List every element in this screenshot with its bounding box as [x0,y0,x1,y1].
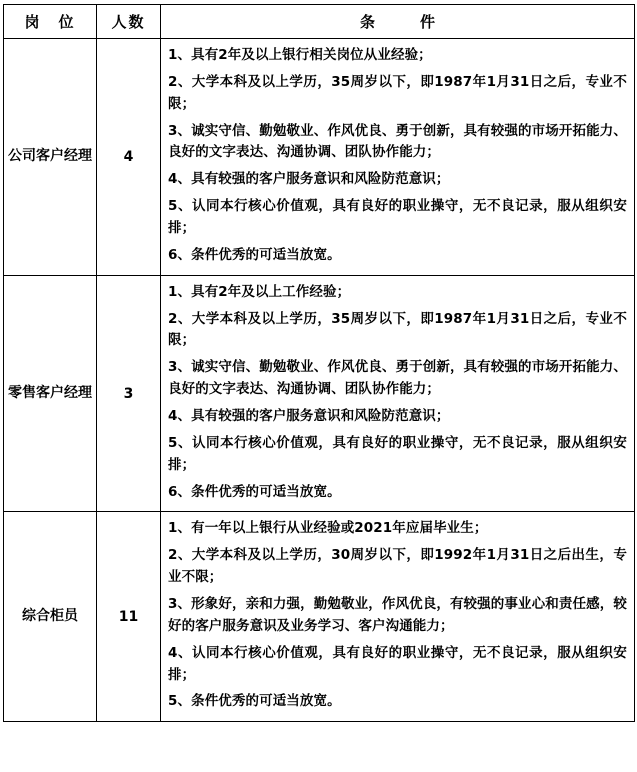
cell-post: 综合柜员 [4,512,97,722]
cell-count: 11 [97,512,161,722]
column-header-conditions: 条 件 [161,5,635,39]
condition-item: 1、具有2年及以上银行相关岗位从业经验； [168,47,432,63]
table-body [4,39,635,722]
cell-count: 3 [97,275,161,512]
condition-item: 3、诚实守信、勤勉敬业、作风优良、勇于创新，具有较强的市场开拓能力、良好的文字表达、沟通协调、团队协作能力； [168,122,627,161]
condition-item: 4、认同本行核心价值观，具有良好的职业操守，无不良记录，服从组织安排； [168,644,627,683]
condition-item: 5、条件优秀的可适当放宽。 [168,693,341,710]
condition-item: 6、条件优秀的可适当放宽。 [168,246,341,263]
column-header-count: 人数 [97,5,161,39]
cell-conditions [161,39,635,276]
condition-item: 2、大学本科及以上学历，35周岁以下，即1987年1月31日之后，专业不限； [168,73,627,112]
column-header-post: 岗 位 [4,5,97,39]
table-header-row [4,5,635,39]
condition-item: 1、具有2年及以上工作经验； [168,283,351,300]
cell-conditions [161,512,635,722]
job-requirements-table [3,4,635,722]
condition-item: 5、认同本行核心价值观，具有良好的职业操守，无不良记录，服从组织安排； [168,434,627,473]
table-header [4,5,635,39]
cell-count: 4 [97,39,161,276]
condition-item: 1、有一年以上银行从业经验或2021年应届毕业生； [168,520,488,537]
table-row [4,275,635,512]
condition-item: 2、大学本科及以上学历，35周岁以下，即1987年1月31日之后，专业不限； [168,310,627,349]
cell-conditions [161,275,635,512]
condition-item: 4、具有较强的客户服务意识和风险防范意识； [168,171,450,188]
condition-item: 2、大学本科及以上学历，30周岁以下，即1992年1月31日之后出生，专业不限； [168,547,627,586]
condition-item: 3、形象好，亲和力强，勤勉敬业，作风优良，有较强的事业心和责任感，较好的客户服务意识及业务学习、客户沟通能力； [168,596,627,634]
condition-item: 5、认同本行核心价值观，具有良好的职业操守，无不良记录，服从组织安排； [168,198,627,237]
condition-item: 4、具有较强的客户服务意识和风险防范意识； [168,408,450,425]
table-row [4,39,635,276]
condition-item: 6、条件优秀的可适当放宽。 [168,483,341,500]
cell-post: 公司客户经理 [4,39,97,276]
condition-item: 3、诚实守信、勤勉敬业、作风优良、勇于创新，具有较强的市场开拓能力、良好的文字表达、沟通协调、团队协作能力； [168,359,627,398]
cell-post: 零售客户经理 [4,275,97,512]
table-row [4,512,635,722]
